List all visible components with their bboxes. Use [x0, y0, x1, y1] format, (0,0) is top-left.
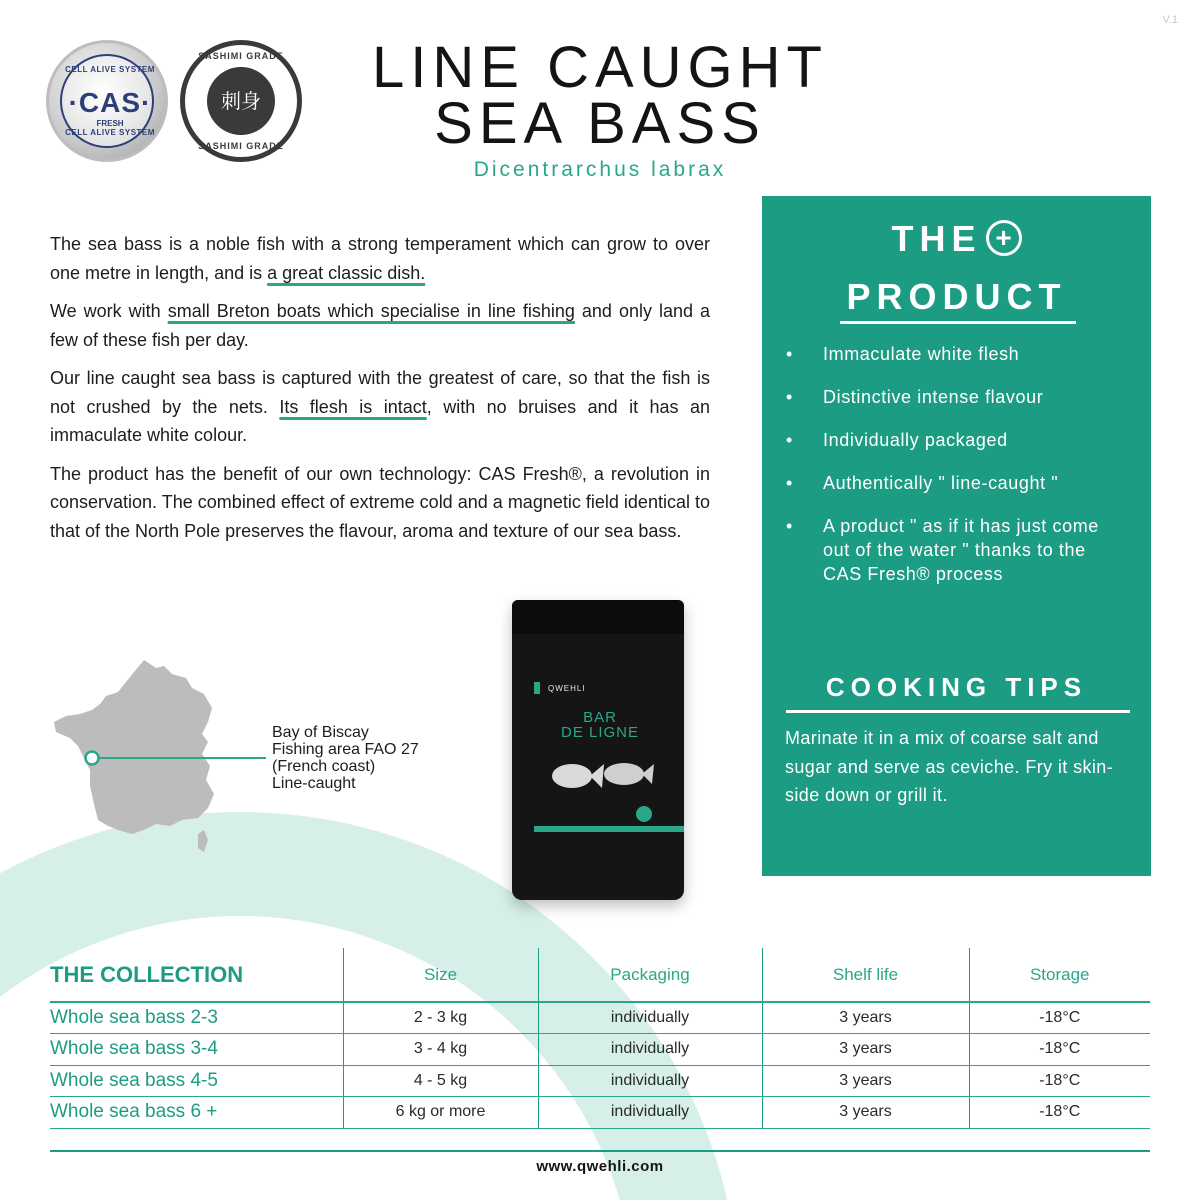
origin-line-3: (French coast) — [272, 758, 376, 775]
packaging-cell: individually — [538, 1034, 762, 1066]
package-name-line-2: DE LIGNE — [560, 724, 640, 741]
origin-line-1: Bay of Biscay — [272, 724, 369, 741]
column-header-shelf-life: Shelf life — [762, 948, 969, 1002]
cas-badge-sub: FRESH — [96, 119, 124, 128]
the-plus-heading — [762, 218, 1151, 260]
sashimi-grade-badge — [180, 40, 302, 162]
size-cell: 3 - 4 kg — [343, 1034, 538, 1066]
package-brand-bar — [534, 682, 540, 694]
origin-line-4: Line-caught — [272, 775, 356, 792]
benefit-item: • Immaculate white flesh — [786, 342, 1126, 366]
p1-text: The sea bass is a noble fish with a strong temperament which can grow to over one metre in length, and is — [50, 234, 710, 283]
title-line-1: LINE CAUGHT — [372, 35, 828, 100]
product-heading-underline — [840, 321, 1076, 324]
benefit-item: • Authentically " line-caught " — [786, 471, 1126, 495]
product-package-image — [512, 600, 684, 900]
cooking-tips-text: Marinate it in a mix of coarse salt and sugar and serve as ceviche. Fry it skin-side down or grill it. — [785, 728, 1114, 805]
p2-highlight: small Breton boats which specialise in line fishing — [167, 301, 575, 321]
the-plus-text: THE — [891, 218, 982, 259]
benefit-item: • Individually packaged — [786, 428, 1126, 452]
origin-line-2: Fishing area FAO 27 — [272, 741, 419, 758]
benefits-list — [786, 342, 1126, 605]
fish-illustration-icon — [546, 750, 656, 800]
size-cell: 2 - 3 kg — [343, 1002, 538, 1034]
size-cell: 4 - 5 kg — [343, 1065, 538, 1097]
package-stripe — [534, 826, 684, 832]
sashimi-kanji: 刺身 — [207, 67, 275, 135]
table-row — [50, 1097, 1150, 1129]
footer-divider — [50, 1150, 1150, 1152]
cas-ring-text-bottom: CELL ALIVE SYSTEM — [65, 128, 155, 137]
plus-icon: + — [986, 220, 1022, 256]
cas-badge-main: ·CAS· — [68, 87, 152, 118]
cooking-tips-heading: COOKING TIPS — [825, 672, 1088, 702]
product-name-cell: Whole sea bass 4-5 — [50, 1065, 343, 1097]
collection-table — [50, 948, 1150, 1129]
shelf-life-cell: 3 years — [762, 1065, 969, 1097]
product-name-cell: Whole sea bass 3-4 — [50, 1034, 343, 1066]
description — [50, 230, 710, 555]
storage-cell: -18°C — [969, 1097, 1150, 1129]
p3-text-a: Our line caught sea bass is captured with the greatest of care, so that the fish is not crushed by the nets. — [50, 368, 710, 417]
shelf-life-cell: 3 years — [762, 1034, 969, 1066]
packaging-cell: individually — [538, 1002, 762, 1034]
packaging-cell: individually — [538, 1065, 762, 1097]
version-label: V.1 — [1162, 14, 1178, 26]
benefit-item: • A product " as if it has just come out of the water " thanks to the CAS Fresh® process — [786, 514, 1126, 586]
description-paragraph-4: The product has the benefit of our own technology: CAS Fresh®, a revolution in conservation. The combined effect of extreme cold and a magnetic field identical to that of the North Pole preserves the flavour, aroma and texture of our sea bass. — [50, 463, 710, 541]
cas-fresh-badge — [46, 40, 168, 162]
p2-text-a: We work with — [50, 301, 168, 321]
latin-name: Dicentrarchus labrax — [473, 158, 727, 181]
benefit-item: • Distinctive intense flavour — [786, 385, 1126, 409]
sashimi-ring-text-top: SASHIMI GRADE — [198, 51, 284, 61]
shelf-life-cell: 3 years — [762, 1002, 969, 1034]
cooking-tips-underline — [786, 710, 1130, 713]
storage-cell: -18°C — [969, 1002, 1150, 1034]
description-paragraph-1 — [50, 230, 710, 287]
product-name-cell: Whole sea bass 6 + — [50, 1097, 343, 1129]
column-header-storage: Storage — [969, 948, 1150, 1002]
product-name-cell: Whole sea bass 2-3 — [50, 1002, 343, 1034]
package-name-line-1: BAR — [583, 709, 617, 726]
p1-highlight: a great classic dish. — [267, 262, 426, 283]
p3-text-b: , with no bruises and it has an immaculate white colour. — [50, 396, 711, 445]
table-row — [50, 1065, 1150, 1097]
size-cell: 6 kg or more — [343, 1097, 538, 1129]
storage-cell: -18°C — [969, 1065, 1150, 1097]
table-row — [50, 1034, 1150, 1066]
website-link[interactable]: www.qwehli.com — [536, 1158, 664, 1175]
p2-text-b: and only land a few of these fish per day. — [50, 301, 711, 350]
product-heading: PRODUCT — [846, 276, 1067, 317]
origin-marker-icon — [83, 749, 101, 767]
description-paragraph-2 — [50, 297, 710, 354]
origin-pointer-line — [96, 757, 266, 759]
column-header-size: Size — [343, 948, 538, 1002]
page-title — [300, 35, 900, 156]
cas-ring-text-top: CELL ALIVE SYSTEM — [65, 65, 155, 74]
column-header-packaging: Packaging — [538, 948, 762, 1002]
package-seal — [512, 600, 684, 634]
storage-cell: -18°C — [969, 1034, 1150, 1066]
p3-highlight: Its flesh is intact — [279, 396, 427, 417]
package-logo-icon — [636, 806, 652, 822]
packaging-cell: individually — [538, 1097, 762, 1129]
table-header-row — [50, 948, 1150, 1002]
title-line-2: SEA BASS — [434, 91, 766, 156]
package-brand: QWEHLI — [548, 684, 586, 693]
shelf-life-cell: 3 years — [762, 1097, 969, 1129]
table-row — [50, 1002, 1150, 1034]
package-name — [540, 710, 660, 740]
collection-title: THE COLLECTION — [50, 948, 343, 1002]
description-paragraph-3 — [50, 364, 710, 450]
sashimi-ring-text-bottom: SASHIMI GRADE — [198, 141, 284, 151]
product-panel — [762, 196, 1151, 876]
origin-label — [272, 724, 419, 792]
